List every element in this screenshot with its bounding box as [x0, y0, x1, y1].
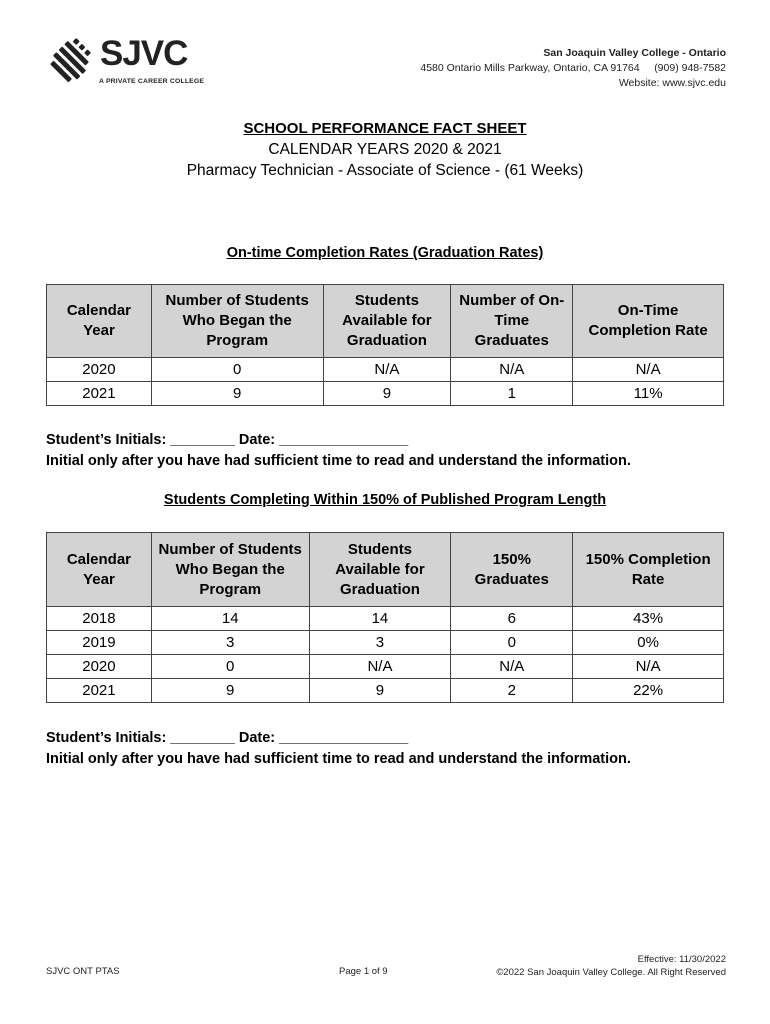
initials-date-line: Student’s Initials: ________ Date: ________________ [46, 730, 409, 746]
college-logo [48, 34, 218, 90]
program-subtitle: Pharmacy Technician - Associate of Science - (61 Weeks) [186, 162, 584, 179]
header-students-available: Students Available for Graduation [323, 285, 451, 358]
table-cell: 6 [451, 607, 573, 631]
logo-wordmark: SJVC [100, 34, 188, 73]
document-title: SCHOOL PERFORMANCE FACT SHEET [243, 120, 527, 137]
table1-title: On-time Completion Rates (Graduation Rates) [226, 245, 544, 261]
table-cell: 0% [573, 631, 724, 655]
table-cell: 9 [151, 382, 323, 406]
table-cell: 2021 [47, 679, 152, 703]
header-calendar-year: Calendar Year [47, 533, 152, 607]
footer-page-number: Page 1 of 9 [339, 966, 388, 977]
table-cell: 3 [151, 631, 309, 655]
table-header-row [47, 285, 724, 358]
college-website: Website: www.sjvc.edu [618, 77, 726, 89]
table-cell: N/A [451, 358, 573, 382]
completion-150-table [46, 532, 724, 703]
initials-block-1 [46, 430, 631, 472]
college-address: 4580 Ontario Mills Parkway, Ontario, CA 91764 (909) 948-7582 [420, 62, 726, 74]
table-cell: 2021 [47, 382, 152, 406]
table-cell: 3 [309, 631, 451, 655]
table-cell: N/A [451, 655, 573, 679]
header-students-available: Students Available for Graduation [309, 533, 451, 607]
footer-right-block [496, 953, 726, 979]
on-time-completion-table [46, 284, 724, 406]
table-cell: 2019 [47, 631, 152, 655]
table-cell: 9 [309, 679, 451, 703]
table-cell: 9 [151, 679, 309, 703]
table-cell: 0 [151, 358, 323, 382]
college-address-block [420, 46, 726, 91]
table-cell: 9 [323, 382, 451, 406]
logo-mark-icon [48, 38, 96, 86]
document-titles [0, 119, 770, 181]
table-cell: 22% [573, 679, 724, 703]
table-cell: N/A [573, 655, 724, 679]
table-header-row [47, 533, 724, 607]
initials-block-2 [46, 728, 631, 770]
table-row [47, 607, 724, 631]
initials-instruction: Initial only after you have had sufficient time to read and understand the information. [46, 453, 631, 469]
header-calendar-year: Calendar Year [47, 285, 152, 358]
table-row [47, 679, 724, 703]
table-cell: 14 [309, 607, 451, 631]
table-row [47, 631, 724, 655]
table-cell: 1 [451, 382, 573, 406]
logo-tagline: A PRIVATE CAREER COLLEGE [99, 78, 205, 85]
footer-copyright: ©2022 San Joaquin Valley College. All Right Reserved [496, 967, 726, 978]
header-150-completion-rate: 150% Completion Rate [573, 533, 724, 607]
table-cell: 2 [451, 679, 573, 703]
footer-effective-date: Effective: 11/30/2022 [637, 954, 726, 965]
table-row [47, 655, 724, 679]
footer-doc-code: SJVC ONT PTAS [46, 966, 120, 977]
table-cell: 11% [573, 382, 724, 406]
header-completion-rate: On-Time Completion Rate [573, 285, 724, 358]
table-cell: N/A [323, 358, 451, 382]
table-cell: 2020 [47, 358, 152, 382]
table-row [47, 358, 724, 382]
table-cell: 43% [573, 607, 724, 631]
table-row [47, 382, 724, 406]
calendar-years-subtitle: CALENDAR YEARS 2020 & 2021 [268, 141, 502, 158]
header-students-began: Number of Students Who Began the Program [151, 533, 309, 607]
table-cell: 0 [151, 655, 309, 679]
table-cell: N/A [309, 655, 451, 679]
header-on-time-graduates: Number of On-Time Graduates [451, 285, 573, 358]
initials-date-line: Student’s Initials: ________ Date: ________________ [46, 432, 409, 448]
table-cell: 2020 [47, 655, 152, 679]
initials-instruction: Initial only after you have had sufficient time to read and understand the information. [46, 751, 631, 767]
table-cell: 0 [451, 631, 573, 655]
college-name: San Joaquin Valley College - Ontario [543, 47, 726, 59]
table-cell: 14 [151, 607, 309, 631]
table-cell: 2018 [47, 607, 152, 631]
header-150-graduates: 150% Graduates [451, 533, 573, 607]
table-cell: N/A [573, 358, 724, 382]
header-students-began: Number of Students Who Began the Program [151, 285, 323, 358]
table2-title: Students Completing Within 150% of Published Program Length [163, 492, 607, 508]
